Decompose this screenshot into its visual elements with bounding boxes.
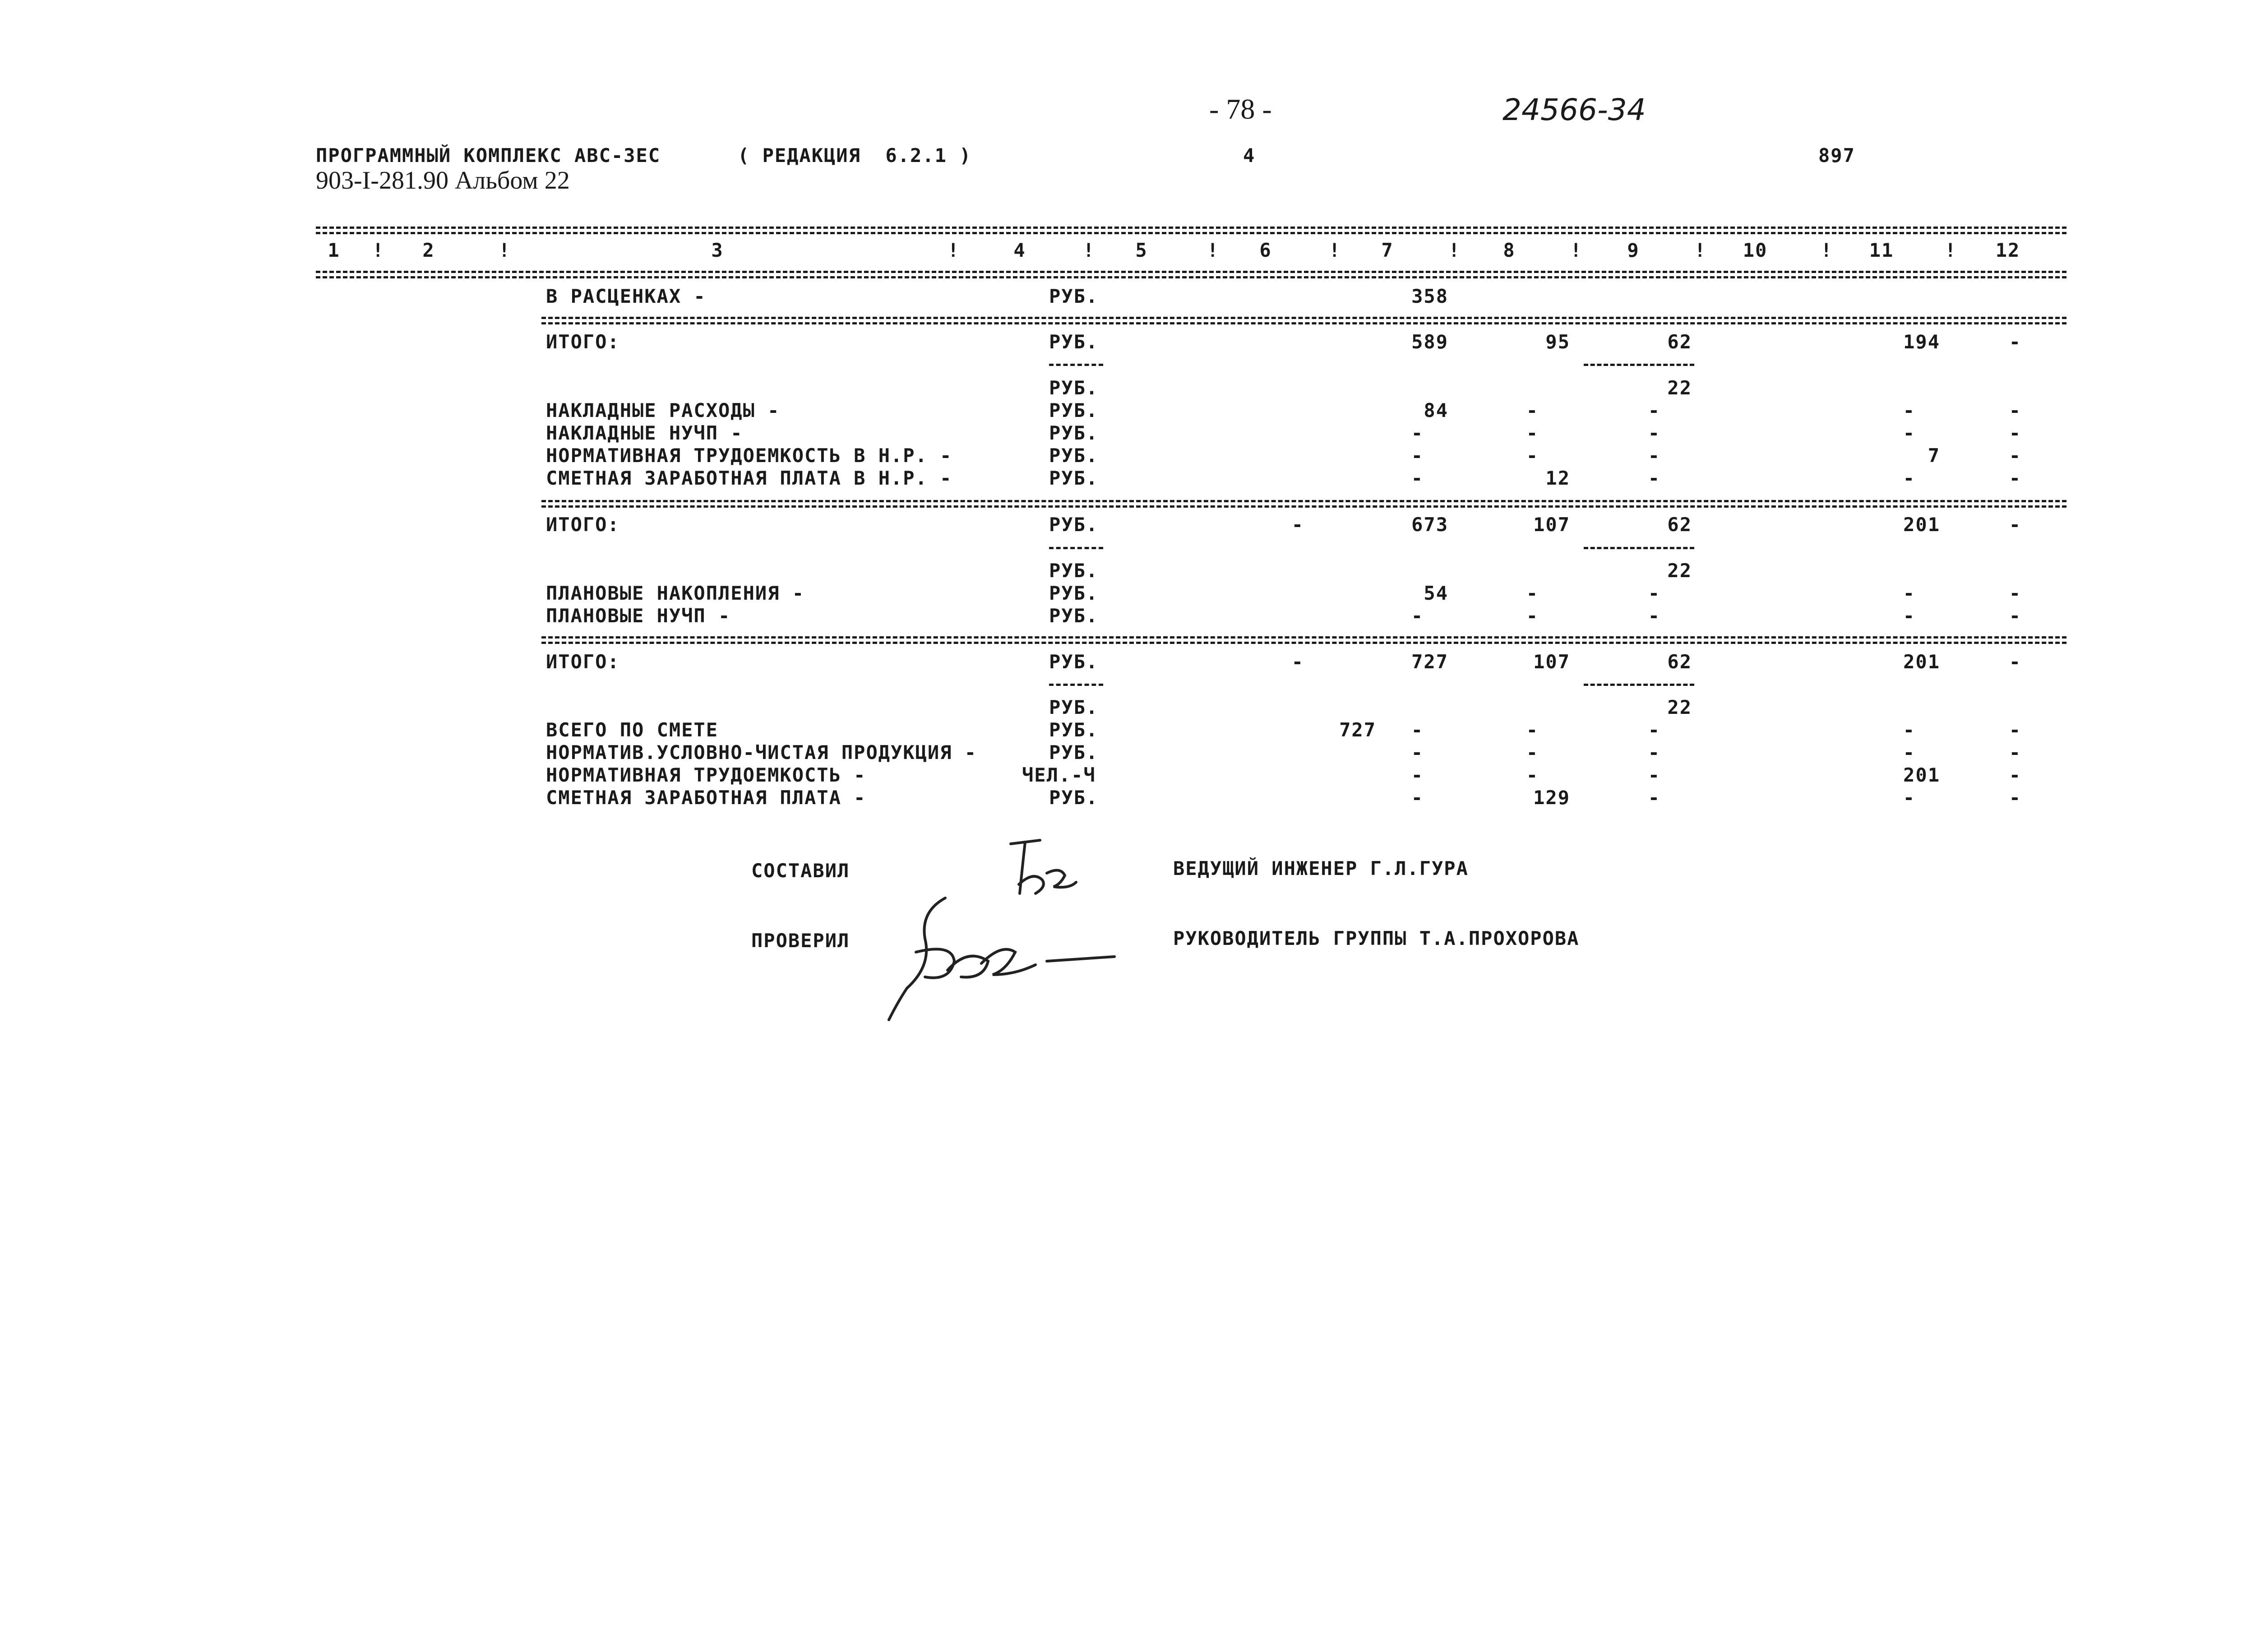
header-bottom-rule bbox=[316, 271, 2066, 273]
row-unit: РУБ. bbox=[1049, 422, 1099, 444]
row-unit: РУБ. bbox=[1049, 651, 1099, 673]
unit-underline bbox=[1049, 684, 1103, 686]
cell-col12: - bbox=[2009, 331, 2021, 353]
column-separator: ! bbox=[499, 239, 511, 261]
column-separator: ! bbox=[948, 239, 960, 261]
cell-col8: 95 bbox=[1545, 331, 1570, 353]
column-header: 3 bbox=[711, 239, 724, 261]
unit-underline bbox=[1049, 547, 1103, 549]
header-edition: ( РЕДАКЦИЯ 6.2.1 ) bbox=[738, 144, 972, 167]
cell-col9: - bbox=[1648, 399, 1660, 421]
row-label: СМЕТНАЯ ЗАРАБОТНАЯ ПЛАТА - bbox=[546, 787, 866, 809]
cell-col11: - bbox=[1903, 399, 1915, 421]
cell-col8: 12 bbox=[1545, 467, 1570, 489]
column-header: 10 bbox=[1743, 239, 1768, 261]
cell-col9: - bbox=[1648, 422, 1660, 444]
unit-underline bbox=[1049, 364, 1103, 366]
cell-col9: - bbox=[1648, 582, 1660, 604]
composed-label: СОСТАВИЛ bbox=[751, 860, 850, 882]
cell-col11: 201 bbox=[1903, 764, 1940, 786]
value-underline bbox=[1584, 364, 1694, 366]
cell-col9: - bbox=[1648, 741, 1660, 764]
column-header: 9 bbox=[1627, 239, 1640, 261]
cell-col12: - bbox=[2009, 787, 2021, 809]
cell-col9: 22 bbox=[1667, 377, 1692, 399]
row-unit: РУБ. bbox=[1049, 377, 1099, 399]
cell-col11: - bbox=[1903, 719, 1915, 741]
row-label: НАКЛАДНЫЕ РАСХОДЫ - bbox=[546, 399, 780, 421]
page-number: - 78 - bbox=[1209, 93, 1272, 125]
cell-col9: - bbox=[1648, 444, 1660, 467]
row-unit: РУБ. bbox=[1049, 444, 1099, 467]
document-stamp: 24566-34 bbox=[1502, 93, 1646, 127]
column-separator: ! bbox=[1083, 239, 1096, 261]
row-unit: РУБ. bbox=[1049, 560, 1099, 582]
cell-col7: - bbox=[1411, 787, 1424, 809]
column-header: 11 bbox=[1869, 239, 1894, 261]
cell-col11: - bbox=[1903, 741, 1915, 764]
column-header: 4 bbox=[1013, 239, 1026, 261]
cell-col9: - bbox=[1648, 719, 1660, 741]
checked-label: ПРОВЕРИЛ bbox=[751, 930, 850, 952]
cell-col12: - bbox=[2009, 582, 2021, 604]
cell-col9: - bbox=[1648, 605, 1660, 627]
cell-col7: - bbox=[1411, 764, 1424, 786]
cell-col7: - bbox=[1411, 605, 1424, 627]
cell-col7: 54 bbox=[1424, 582, 1448, 604]
value-underline bbox=[1584, 547, 1694, 549]
cell-col11: - bbox=[1903, 605, 1915, 627]
cell-col8: 107 bbox=[1533, 651, 1570, 673]
cell-col7: 589 bbox=[1411, 331, 1448, 353]
section-rule bbox=[541, 317, 2066, 319]
cell-col9: - bbox=[1648, 764, 1660, 786]
section-rule-2 bbox=[541, 505, 2066, 508]
cell-col7: - bbox=[1411, 444, 1424, 467]
header-program: ПРОГРАММНЫЙ КОМПЛЕКС АВС-3ЕС bbox=[316, 144, 661, 167]
value-underline bbox=[1584, 684, 1694, 686]
cell-col11: - bbox=[1903, 422, 1915, 444]
cell-col11: 201 bbox=[1903, 514, 1940, 536]
column-separator: ! bbox=[372, 239, 385, 261]
cell-col11: 194 bbox=[1903, 331, 1940, 353]
signature-checker bbox=[857, 884, 1137, 1029]
cell-col11: - bbox=[1903, 467, 1915, 489]
column-separator: ! bbox=[1329, 239, 1341, 261]
cell-col12: - bbox=[2009, 719, 2021, 741]
cell-col7: 727 bbox=[1411, 651, 1448, 673]
cell-col7: - bbox=[1411, 741, 1424, 764]
column-header: 7 bbox=[1381, 239, 1394, 261]
composed-by: ВЕДУЩИЙ ИНЖЕНЕР Г.Л.ГУРА bbox=[1173, 857, 1469, 879]
row-unit: РУБ. bbox=[1049, 514, 1099, 536]
column-separator: ! bbox=[1570, 239, 1583, 261]
cell-col8: - bbox=[1526, 582, 1539, 604]
row-unit: РУБ. bbox=[1049, 741, 1099, 764]
cell-col12: - bbox=[2009, 605, 2021, 627]
row-label: ВСЕГО ПО СМЕТЕ bbox=[546, 719, 719, 741]
cell-col9: - bbox=[1648, 467, 1660, 489]
row-label: НАКЛАДНЫЕ НУЧП - bbox=[546, 422, 743, 444]
cell-col8: - bbox=[1526, 764, 1539, 786]
row-unit: РУБ. bbox=[1049, 696, 1099, 718]
row-label: ИТОГО: bbox=[546, 651, 620, 673]
row-label: В РАСЦЕНКАХ - bbox=[546, 285, 706, 307]
column-header: 6 bbox=[1259, 239, 1272, 261]
cell-col11: - bbox=[1903, 582, 1915, 604]
cell-col8: 129 bbox=[1533, 787, 1570, 809]
row-unit: ЧЕЛ.-Ч bbox=[1022, 764, 1096, 786]
column-separator: ! bbox=[1821, 239, 1833, 261]
row-label: СМЕТНАЯ ЗАРАБОТНАЯ ПЛАТА В Н.Р. - bbox=[546, 467, 952, 489]
cell-col8: - bbox=[1526, 399, 1539, 421]
cell-col12: - bbox=[2009, 467, 2021, 489]
row-unit: РУБ. bbox=[1049, 399, 1099, 421]
section-rule-2 bbox=[541, 642, 2066, 644]
cell-col11: 7 bbox=[1928, 444, 1940, 467]
row-label: НОРМАТИВНАЯ ТРУДОЕМКОСТЬ - bbox=[546, 764, 866, 786]
cell-col9: 62 bbox=[1667, 651, 1692, 673]
column-separator: ! bbox=[1448, 239, 1461, 261]
cell-col11: 201 bbox=[1903, 651, 1940, 673]
column-header: 5 bbox=[1135, 239, 1148, 261]
cell-col7: 673 bbox=[1411, 514, 1448, 536]
row-unit: РУБ. bbox=[1049, 605, 1099, 627]
column-separator: ! bbox=[1945, 239, 1957, 261]
cell-col7: 84 bbox=[1424, 399, 1448, 421]
cell-col9: 22 bbox=[1667, 560, 1692, 582]
header-sheet: 4 bbox=[1243, 144, 1256, 167]
column-header: 8 bbox=[1503, 239, 1516, 261]
cell-col9: 62 bbox=[1667, 331, 1692, 353]
cell-col12: - bbox=[2009, 444, 2021, 467]
table-top-rule-2 bbox=[316, 232, 2066, 234]
table-top-rule bbox=[316, 227, 2066, 229]
section-rule bbox=[541, 636, 2066, 639]
cell-col9: 62 bbox=[1667, 514, 1692, 536]
column-separator: ! bbox=[1694, 239, 1707, 261]
cell-col6: 727 bbox=[1339, 719, 1376, 741]
row-label: ПЛАНОВЫЕ НАКОПЛЕНИЯ - bbox=[546, 582, 805, 604]
cell-col6: - bbox=[1291, 514, 1304, 536]
row-label: ИТОГО: bbox=[546, 514, 620, 536]
column-header: 12 bbox=[1995, 239, 2020, 261]
row-label: НОРМАТИВ.УСЛОВНО-ЧИСТАЯ ПРОДУКЦИЯ - bbox=[546, 741, 977, 764]
row-unit: РУБ. bbox=[1049, 582, 1099, 604]
cell-col8: - bbox=[1526, 422, 1539, 444]
header-bottom-rule-2 bbox=[316, 276, 2066, 278]
cell-col8: - bbox=[1526, 741, 1539, 764]
cell-col12: - bbox=[2009, 764, 2021, 786]
row-label: ПЛАНОВЫЕ НУЧП - bbox=[546, 605, 731, 627]
row-unit: РУБ. bbox=[1049, 787, 1099, 809]
row-label: ИТОГО: bbox=[546, 331, 620, 353]
cell-col8: - bbox=[1526, 605, 1539, 627]
cell-col9: - bbox=[1648, 787, 1660, 809]
cell-col8: 107 bbox=[1533, 514, 1570, 536]
column-separator: ! bbox=[1207, 239, 1220, 261]
cell-col12: - bbox=[2009, 422, 2021, 444]
row-unit: РУБ. bbox=[1049, 719, 1099, 741]
cell-col7: - bbox=[1411, 422, 1424, 444]
cell-col9: 22 bbox=[1667, 696, 1692, 718]
cell-col12: - bbox=[2009, 741, 2021, 764]
row-label: НОРМАТИВНАЯ ТРУДОЕМКОСТЬ В Н.Р. - bbox=[546, 444, 952, 467]
cell-col11: - bbox=[1903, 787, 1915, 809]
cell-col7: - bbox=[1411, 719, 1424, 741]
header-album: 903-I-281.90 Альбом 22 bbox=[316, 167, 570, 194]
cell-col12: - bbox=[2009, 399, 2021, 421]
cell-col6: - bbox=[1291, 651, 1304, 673]
column-header: 2 bbox=[422, 239, 435, 261]
cell-col8: - bbox=[1526, 719, 1539, 741]
checked-by: РУКОВОДИТЕЛЬ ГРУППЫ Т.А.ПРОХОРОВА bbox=[1173, 927, 1580, 949]
row-unit: РУБ. bbox=[1049, 467, 1099, 489]
cell-col7: 358 bbox=[1411, 285, 1448, 307]
header-right-number: 897 bbox=[1818, 144, 1855, 167]
cell-col7: - bbox=[1411, 467, 1424, 489]
section-rule bbox=[541, 500, 2066, 502]
row-unit: РУБ. bbox=[1049, 285, 1099, 307]
row-unit: РУБ. bbox=[1049, 331, 1099, 353]
section-rule-2 bbox=[541, 322, 2066, 324]
cell-col12: - bbox=[2009, 514, 2021, 536]
cell-col12: - bbox=[2009, 651, 2021, 673]
column-header: 1 bbox=[328, 239, 340, 261]
cell-col8: - bbox=[1526, 444, 1539, 467]
